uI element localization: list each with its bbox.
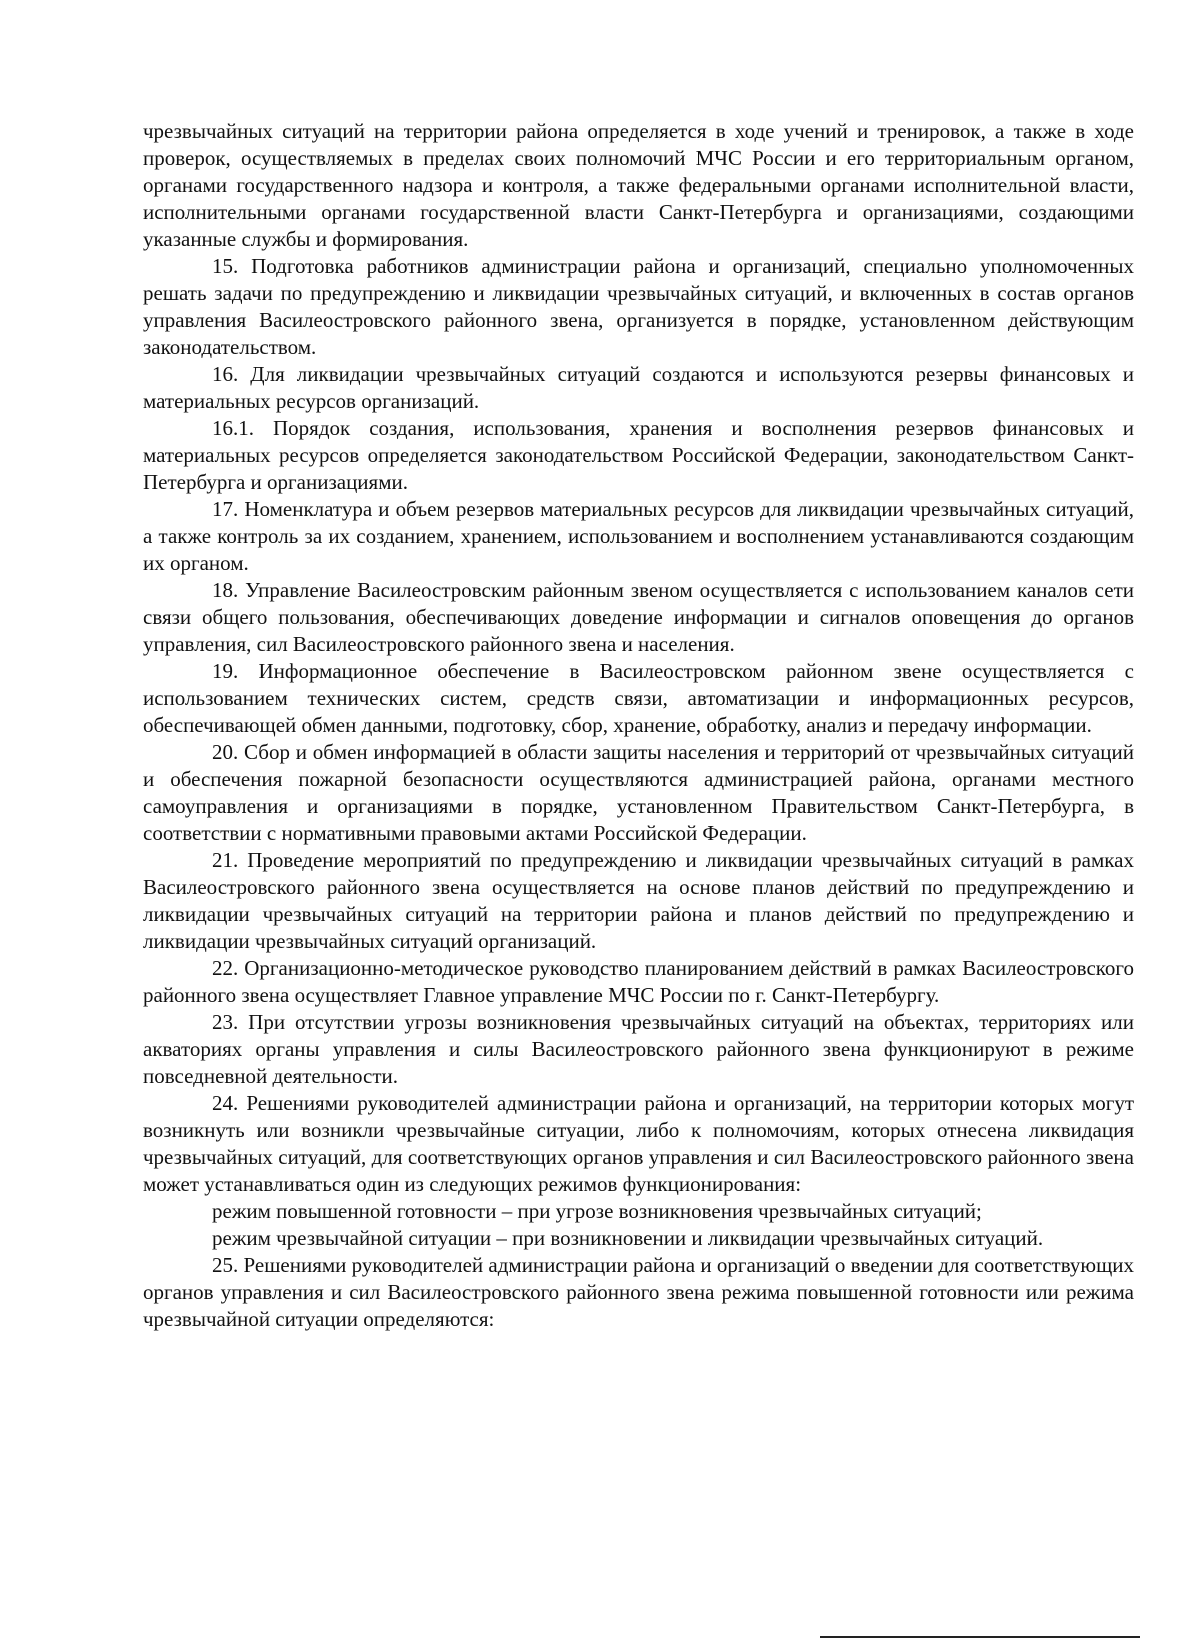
paragraph-18: 18. Управление Василеостровским районным звеном осуществляется с использованием каналов сети связи общего пользования, обеспечивающих доведение информации и сигналов оповещения до органов управления, сил Василеостровского районного звена и населения.	[143, 578, 1134, 656]
paragraph-24: 24. Решениями руководителей администрации района и организаций, на территории которых могут возникнуть или возникли чрезвычайные ситуации, либо к полномочиям, которых отнесена ликвидация чрезвычайных ситуаций, для соответствующих органов управления и сил Василеостровского районного звена может устанавливаться один из следующих режимов функционирования:	[143, 1091, 1134, 1196]
paragraph-16: 16. Для ликвидации чрезвычайных ситуаций создаются и используются резервы финансовых и материальных ресурсов организаций.	[143, 362, 1134, 413]
document-body	[143, 118, 1134, 1333]
paragraph-continuation: чрезвычайных ситуаций на территории района определяется в ходе учений и тренировок, а также в ходе проверок, осуществляемых в пределах своих полномочий МЧС России и его территориальным органом, органами государственного надзора и контроля, а также федеральными органами исполнительной власти, исполнительными органами государственной власти Санкт-Петербурга и организациями, создающими указанные службы и формирования.	[143, 119, 1134, 251]
paragraph-16-1: 16.1. Порядок создания, использования, хранения и восполнения резервов финансовых и материальных ресурсов определяется законодательством Российской Федерации, законодательством Санкт-Петербурга и организациями.	[143, 416, 1134, 494]
paragraph-20: 20. Сбор и обмен информацией в области защиты населения и территорий от чрезвычайных ситуаций и обеспечения пожарной безопасности осуществляются администрацией района, органами местного самоуправления и организациями в порядке, установленном Правительством Санкт-Петербурга, в соответствии с нормативными правовыми актами Российской Федерации.	[143, 740, 1134, 845]
paragraph-21: 21. Проведение мероприятий по предупреждению и ликвидации чрезвычайных ситуаций в рамках Василеостровского районного звена осуществляется на основе планов действий по предупреждению и ликвидации чрезвычайных ситуаций на территории района и планов действий по предупреждению и ликвидации чрезвычайных ситуаций организаций.	[143, 848, 1134, 953]
paragraph-23: 23. При отсутствии угрозы возникновения чрезвычайных ситуаций на объектах, территориях или акваториях органы управления и силы Василеостровского районного звена функционируют в режиме повседневной деятельности.	[143, 1010, 1134, 1088]
paragraph-17: 17. Номенклатура и объем резервов материальных ресурсов для ликвидации чрезвычайных ситуаций, а также контроль за их созданием, хранением, использованием и восполнением устанавливаются создающим их органом.	[143, 497, 1134, 575]
paragraph-22: 22. Организационно-методическое руководство планированием действий в рамках Василеостровского районного звена осуществляет Главное управление МЧС России по г. Санкт-Петербургу.	[143, 956, 1134, 1007]
paragraph-mode-emergency: режим чрезвычайной ситуации – при возникновении и ликвидации чрезвычайных ситуаций.	[212, 1226, 1044, 1250]
paragraph-25: 25. Решениями руководителей администрации района и организаций о введении для соответствующих органов управления и сил Василеостровского районного звена режима повышенной готовности или режима чрезвычайной ситуации определяются:	[143, 1253, 1134, 1331]
paragraph-mode-readiness: режим повышенной готовности – при угрозе возникновения чрезвычайных ситуаций;	[212, 1199, 982, 1223]
paragraph-19: 19. Информационное обеспечение в Василеостровском районном звене осуществляется с использованием технических систем, средств связи, автоматизации и информационных ресурсов, обеспечивающей обмен данными, подготовку, сбор, хранение, обработку, анализ и передачу информации.	[143, 659, 1134, 737]
footer-rule	[820, 1636, 1140, 1638]
paragraph-15: 15. Подготовка работников администрации района и организаций, специально уполномоченных решать задачи по предупреждению и ликвидации чрезвычайных ситуаций, и включенных в состав органов управления Василеостровского районного звена, организуется в порядке, установленном действующим законодательством.	[143, 254, 1134, 359]
